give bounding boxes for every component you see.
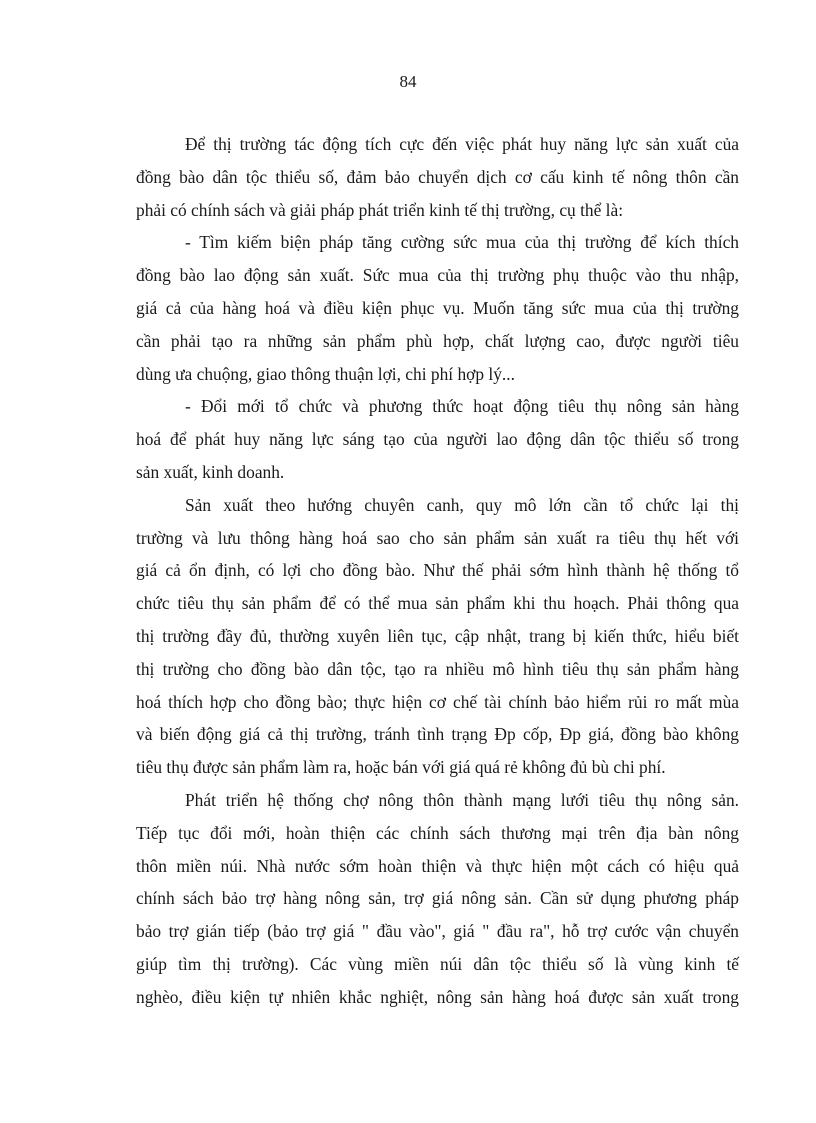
- text-line: chính sách bảo trợ hàng nông sản, trợ giá nông sản. Cần sử dụng phương pháp: [136, 888, 739, 909]
- text-line: bảo trợ gián tiếp (bảo trợ giá " đầu vào", giá " đầu ra", hỗ trợ cước vận chuyển: [136, 921, 739, 942]
- paragraph: [136, 226, 739, 390]
- text-line: - Đổi mới tổ chức và phương thức hoạt động tiêu thụ nông sản hàng: [185, 396, 739, 417]
- text-line: giá cả của hàng hoá và điều kiện phục vụ. Muốn tăng sức mua của thị trường: [136, 297, 739, 318]
- text-line: Phát triển hệ thống chợ nông thôn thành mạng lưới tiêu thụ nông sản.: [185, 789, 739, 810]
- text-line: đồng bào lao động sản xuất. Sức mua của thị trường phụ thuộc vào thu nhập,: [136, 265, 739, 286]
- text-line: thôn miền núi. Nhà nước sớm hoàn thiện và thực hiện một cách có hiệu quả: [136, 855, 739, 876]
- text-line: giá cả ổn định, có lợi cho đồng bào. Như thế phải sớm hình thành hệ thống tổ: [136, 560, 739, 581]
- text-line: cần phải tạo ra những sản phẩm phù hợp, chất lượng cao, được người tiêu: [136, 330, 739, 351]
- text-line: và biến động giá cả thị trường, tránh tình trạng Đp cốp, Đp giá, đồng bào không: [136, 724, 739, 745]
- text-line: nghèo, điều kiện tự nhiên khắc nghiệt, nông sản hàng hoá được sản xuất trong: [136, 986, 739, 1007]
- text-line: đồng bào dân tộc thiểu số, đảm bảo chuyển dịch cơ cấu kinh tế nông thôn cần: [136, 166, 739, 187]
- text-line: - Tìm kiếm biện pháp tăng cường sức mua của thị trường để kích thích: [185, 232, 739, 253]
- paragraph: [136, 784, 739, 1014]
- text-line: tiêu thụ được sản phẩm làm ra, hoặc bán với giá quá rẻ không đủ bù chi phí.: [136, 757, 666, 778]
- text-line: trường và lưu thông hàng hoá sao cho sản phẩm sản xuất ra tiêu thụ hết với: [136, 527, 739, 548]
- text-line: Tiếp tục đổi mới, hoàn thiện các chính sách thương mại trên địa bàn nông: [136, 822, 739, 843]
- text-line: chức tiêu thụ sản phẩm để có thể mua sản phẩm khi thu hoạch. Phải thông qua: [136, 593, 739, 614]
- text-line: hoá thích hợp cho đồng bào; thực hiện cơ chế tài chính bảo hiểm rủi ro mất mùa: [136, 691, 739, 712]
- paragraph: [136, 128, 739, 226]
- paragraph: [136, 390, 739, 488]
- body-text: [136, 128, 739, 1014]
- text-line: giúp tìm thị trường). Các vùng miền núi dân tộc thiểu số là vùng kinh tế: [136, 953, 739, 974]
- text-line: hoá để phát huy năng lực sáng tạo của người lao động dân tộc thiểu số trong: [136, 429, 739, 450]
- text-line: phải có chính sách và giải pháp phát triển kinh tế thị trường, cụ thể là:: [136, 199, 624, 220]
- text-line: thị trường đầy đủ, thường xuyên liên tục, cập nhật, trang bị kiến thức, hiểu biết: [136, 625, 739, 646]
- text-line: sản xuất, kinh doanh.: [136, 461, 285, 482]
- text-line: thị trường cho đồng bào dân tộc, tạo ra nhiều mô hình tiêu thụ sản phẩm hàng: [136, 658, 739, 679]
- text-line: dùng ưa chuộng, giao thông thuận lợi, chi phí hợp lý...: [136, 363, 515, 384]
- paragraph: [136, 489, 739, 784]
- page-number: 84: [399, 72, 417, 91]
- text-line: Sản xuất theo hướng chuyên canh, quy mô lớn cần tổ chức lại thị: [185, 494, 739, 515]
- text-line: Để thị trường tác động tích cực đến việc phát huy năng lực sản xuất của: [185, 134, 739, 154]
